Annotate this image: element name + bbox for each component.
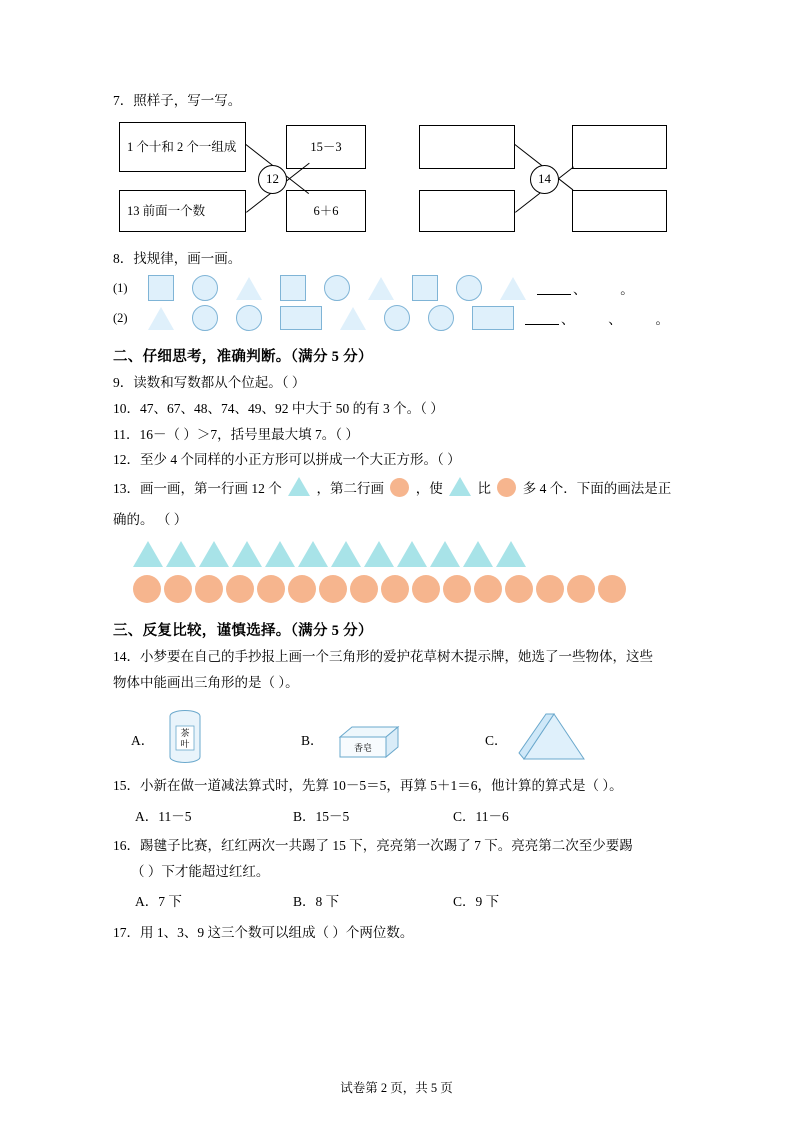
q14-option-a-label: A． (131, 733, 155, 749)
q7-g2-bottom-left (419, 190, 515, 232)
answer-blank[interactable] (525, 311, 559, 325)
question-14-line-1: 14．小梦要在自己的手抄报上画一个三角形的爱护花草树木提示牌，她选了一些物体，这些 (113, 648, 653, 664)
circle-shape (164, 575, 192, 603)
triangle-shape (166, 541, 196, 567)
circle-shape (474, 575, 502, 603)
question-16-options (135, 890, 681, 910)
question-7-diagram (119, 122, 681, 240)
question-17-stem: 17．用 1、3、9 这三个数可以组成（ ）个两位数。 (113, 925, 414, 941)
q13-triangle-row (133, 541, 681, 567)
triangle-shape (496, 541, 526, 567)
page-footer: 试卷第 2 页，共 5 页 (340, 1081, 453, 1095)
rectangle-shape (472, 306, 514, 330)
circle-shape (381, 575, 409, 603)
q13-text-3: ，使 (415, 480, 443, 496)
q8-row1-label: (1) (113, 280, 128, 295)
square-shape (280, 275, 306, 301)
question-16-line-1: 16．踢毽子比赛，红红两次一共踢了 15 下，亮亮第一次踢了 7 下。亮亮第二次至少要踢 (113, 837, 633, 853)
q16-option-b[interactable]: B．8 下 (293, 894, 340, 910)
question-16-line-2: （ ）下才能超过红红。 (131, 863, 270, 879)
circle-shape (288, 575, 316, 603)
soap-box-icon (332, 721, 402, 767)
triangle-shape (463, 541, 493, 567)
triangle-shape (340, 307, 366, 330)
triangle-icon (449, 477, 471, 496)
q13-circle-row (133, 575, 681, 603)
tea-can-icon (162, 705, 208, 767)
triangle-shape (236, 277, 262, 300)
circle-shape (412, 575, 440, 603)
q16-option-a[interactable]: A．7 下 (135, 894, 182, 910)
triangle-shape (430, 541, 460, 567)
q8-row-2 (113, 305, 681, 331)
q13-text-2: ，第二行画 (316, 480, 384, 496)
triangle-shape (133, 541, 163, 567)
question-10: 10．47、67、48、74、49、92 中大于 50 的有 3 个。（ ） (113, 400, 444, 416)
q13-text-1: 13．画一画，第一行画 12 个 (113, 480, 282, 496)
q15-option-c[interactable]: C．11－6 (453, 808, 509, 824)
triangle-shape (397, 541, 427, 567)
question-7-label: 7．照样子，写一写。 (113, 93, 242, 108)
triangle-shape (232, 541, 262, 567)
q8-row2-label: (2) (113, 310, 128, 325)
circle-shape (192, 305, 218, 331)
triangular-prism-icon (516, 711, 588, 767)
square-shape (412, 275, 438, 301)
triangle-icon (288, 477, 310, 496)
circle-shape (456, 275, 482, 301)
triangle-shape (148, 307, 174, 330)
q8-row-1 (113, 275, 681, 301)
q7-g1-bottom-left: 13 前面一个数 (119, 190, 246, 232)
svg-text:叶: 叶 (180, 739, 190, 750)
q7-g2-center-circle: 14 (530, 165, 559, 194)
triangle-shape (368, 277, 394, 300)
circle-shape (133, 575, 161, 603)
q8-row2-tail: 、 、 。 (561, 312, 669, 328)
q14-option-a[interactable] (131, 705, 301, 767)
triangle-shape (500, 277, 526, 300)
triangle-shape (364, 541, 394, 567)
triangle-shape (199, 541, 229, 567)
circle-shape (598, 575, 626, 603)
square-shape (148, 275, 174, 301)
circle-shape (236, 305, 262, 331)
circle-shape (257, 575, 285, 603)
circle-shape (226, 575, 254, 603)
triangle-shape (265, 541, 295, 567)
q14-option-c-label: C． (485, 733, 508, 749)
q13-text-4: 比 (477, 480, 491, 496)
section-3-heading: 三、反复比较，谨慎选择。（满分 5 分） (113, 622, 373, 639)
triangle-shape (331, 541, 361, 567)
circle-shape (505, 575, 533, 603)
question-8-label: 8．找规律，画一画。 (113, 250, 242, 266)
q7-g2-top-right (572, 125, 667, 169)
q16-option-c[interactable]: C．9 下 (453, 894, 500, 910)
q7-group-1 (119, 122, 367, 240)
question-13-line-1 (113, 473, 681, 504)
circle-shape (384, 305, 410, 331)
q7-g2-top-left (419, 125, 515, 169)
q14-option-c[interactable] (485, 711, 588, 767)
q7-group-2 (419, 122, 667, 240)
question-9: 9．读数和写数都从个位起。（ ） (113, 375, 306, 391)
svg-text:香皂: 香皂 (353, 743, 372, 754)
circle-shape (195, 575, 223, 603)
question-11: 11．16－（ ）＞7，括号里最大填 7。（ ） (113, 426, 359, 442)
question-14-line-2: 物体中能画出三角形的是（ ）。 (113, 674, 299, 690)
q13-text-5: 多 4 个．下面的画法是正 (522, 480, 672, 496)
q14-option-b-label: B． (301, 733, 324, 749)
q15-option-a[interactable]: A．11－5 (135, 808, 192, 824)
q14-option-b[interactable] (301, 721, 485, 767)
circle-shape (428, 305, 454, 331)
circle-icon (390, 478, 409, 497)
circle-shape (536, 575, 564, 603)
circle-shape (567, 575, 595, 603)
q8-row1-tail: 、 。 (573, 282, 634, 298)
question-15-options (135, 805, 681, 825)
answer-blank[interactable] (537, 281, 571, 295)
circle-shape (192, 275, 218, 301)
question-13-line-2: 确的。 （ ） (113, 511, 188, 527)
svg-text:茶: 茶 (180, 728, 190, 739)
circle-shape (443, 575, 471, 603)
q7-g1-top-left: 1 个十和 2 个一组成 (119, 122, 246, 172)
question-14-options (131, 705, 681, 767)
q15-option-b[interactable]: B．15－5 (293, 808, 350, 824)
question-12: 12．至少 4 个同样的小正方形可以拼成一个大正方形。（ ） (113, 452, 461, 468)
rectangle-shape (280, 306, 322, 330)
q7-g2-bottom-right (572, 190, 667, 232)
exam-page (113, 88, 681, 946)
section-2-heading: 二、仔细思考，准确判断。（满分 5 分） (113, 349, 373, 366)
q7-g1-top-right: 15－3 (286, 125, 366, 169)
circle-shape (319, 575, 347, 603)
q7-g1-bottom-right: 6＋6 (286, 190, 366, 232)
triangle-shape (298, 541, 328, 567)
circle-shape (324, 275, 350, 301)
q7-g1-center-circle: 12 (258, 165, 287, 194)
question-15-stem: 15．小新在做一道减法算式时，先算 10－5＝5，再算 5＋1＝6，他计算的算式是（ ）。 (113, 778, 623, 794)
circle-shape (350, 575, 378, 603)
circle-icon (497, 478, 516, 497)
